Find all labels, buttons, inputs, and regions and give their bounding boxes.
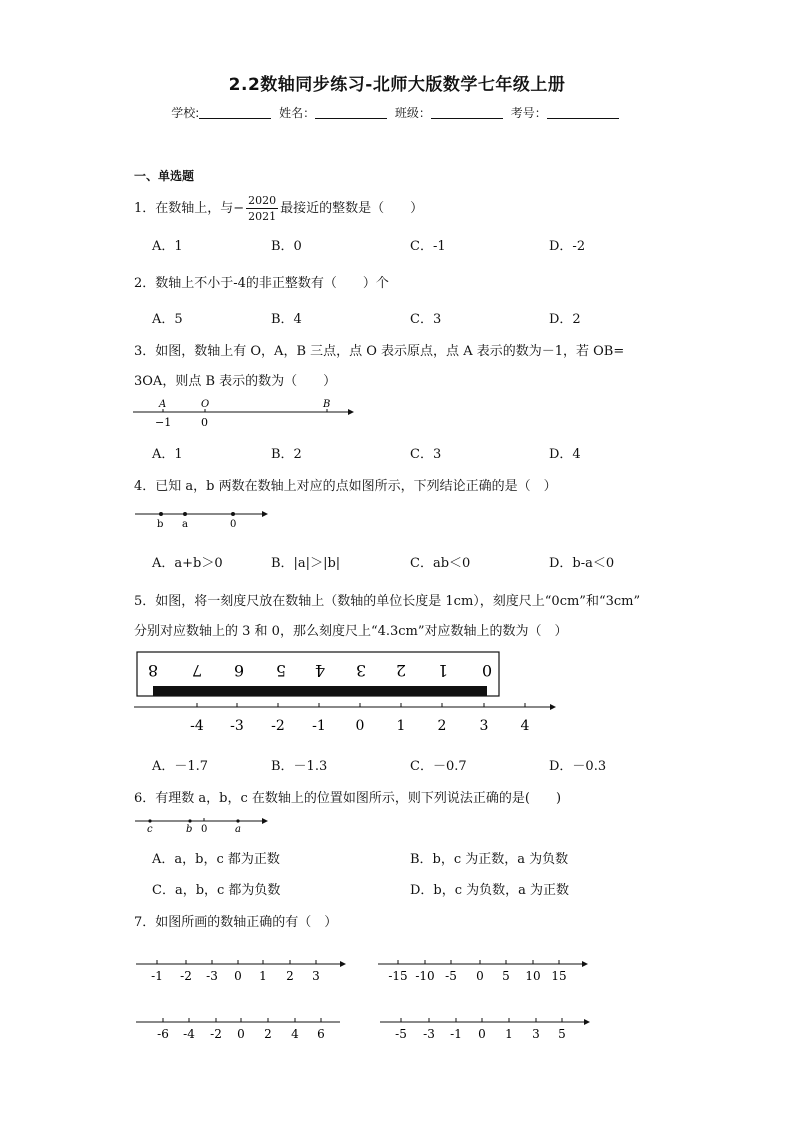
q5-axis-label-3: 3 — [479, 718, 489, 734]
q6-label-0: 0 — [201, 824, 208, 835]
q7-axis3-label: -6 — [157, 1027, 169, 1041]
q6-label-b: b — [186, 824, 193, 835]
q7-axis1-label: -1 — [151, 969, 163, 983]
q7-axis2-label: -10 — [415, 969, 435, 983]
q6-option-c: C．a，b，c 都为负数 — [152, 883, 281, 898]
q5-axis-label-neg3: -3 — [230, 718, 244, 734]
school-blank — [199, 106, 271, 119]
exam-number-blank — [547, 106, 619, 119]
q7-axis1-label: 0 — [234, 969, 242, 983]
q1-fraction — [246, 193, 278, 224]
class-blank — [431, 106, 503, 119]
q6-point-c — [148, 819, 151, 822]
q4-option-b: B．|a|＞|b| — [271, 556, 341, 571]
ruler-digit-4: 4 — [314, 661, 326, 680]
q5-axis-label-4: 4 — [520, 718, 530, 734]
question-5-line-1: 5．如图，将一刻度尺放在数轴上（数轴的单位长度是 1cm），刻度尺上“0cm”和“3cm” — [134, 594, 641, 609]
q4-option-d: D．b-a＜0 — [549, 556, 615, 571]
q5-option-a: A．－1.7 — [152, 759, 209, 774]
q1-option-a: A．1 — [152, 239, 183, 254]
exam-number-label: 考号： — [510, 106, 547, 120]
q6-point-a — [236, 819, 239, 822]
student-info-line — [0, 104, 794, 121]
q5-axis-arrow — [550, 704, 556, 710]
q1-frac-numerator: 2020 — [248, 194, 277, 207]
q1-prefix: 1．在数轴上，与− — [134, 201, 245, 216]
question-7: 7．如图所画的数轴正确的有（ ） — [134, 915, 338, 930]
name-blank — [315, 106, 387, 119]
q3-option-d: D．4 — [549, 447, 581, 462]
question-4: 4．已知 a，b 两数在数轴上对应的点如图所示，下列结论正确的是（ ） — [134, 479, 557, 494]
page-title: 2.2数轴同步练习-北师大版数学七年级上册 — [228, 75, 566, 95]
q5-axis-label-0: 0 — [355, 718, 365, 734]
q7-axis1-label: 2 — [286, 969, 294, 983]
q7-axis3-label: 2 — [264, 1027, 272, 1041]
q7-axis4-label: 5 — [558, 1027, 566, 1041]
q3-num-o: 0 — [201, 416, 208, 429]
q5-axis-label-2: 2 — [437, 718, 447, 734]
question-6: 6．有理数 a，b，c 在数轴上的位置如图所示，则下列说法正确的是( ) — [134, 791, 562, 806]
q2-option-d: D．2 — [549, 312, 581, 327]
q7-axis3-label: 6 — [317, 1027, 325, 1041]
q7-axis4-label: -1 — [450, 1027, 462, 1041]
q1-option-d: D．-2 — [549, 239, 586, 254]
ruler-digit-1: 1 — [437, 661, 449, 680]
q7-axis4-label: 1 — [505, 1027, 513, 1041]
ruler-digit-5: 5 — [275, 661, 287, 680]
q6-option-a: A．a，b，c 都为正数 — [152, 852, 280, 867]
q7-axis2-label: -5 — [445, 969, 457, 983]
q7-axis3-label: -2 — [210, 1027, 222, 1041]
q7-number-line-3 — [132, 1013, 352, 1045]
q4-option-a: A．a+b＞0 — [152, 556, 223, 571]
q7-axis4-label: 0 — [478, 1027, 486, 1041]
q2-option-c: C．3 — [410, 312, 442, 327]
q5-axis-label-neg2: -2 — [271, 718, 285, 734]
question-3-line-1: 3．如图，数轴上有 O，A，B 三点，点 O 表示原点，点 A 表示的数为－1，若 OB= — [134, 344, 625, 359]
q7-axis4-arrow — [584, 1019, 590, 1025]
q5-ruler-figure — [130, 648, 562, 736]
q7-axis1-label: -3 — [206, 969, 218, 983]
q5-axis-label-neg1: -1 — [312, 718, 326, 734]
q1-frac-denominator: 2021 — [248, 210, 277, 223]
q7-axis2-label: 15 — [551, 969, 567, 983]
question-5-line-2: 分别对应数轴上的 3 和 0，那么刻度尺上“4.3cm”对应数轴上的数为（ ） — [134, 624, 568, 639]
section-heading: 一、单选题 — [134, 169, 195, 183]
q7-axis1-label: 1 — [259, 969, 267, 983]
q3-label-b: B — [323, 399, 331, 410]
ruler-digit-2: 2 — [395, 661, 407, 680]
question-3-line-2: 3OA，则点 B 表示的数为（ ） — [134, 374, 337, 389]
q5-axis-label-1: 1 — [396, 718, 406, 734]
q5-option-b: B．－1.3 — [271, 759, 328, 774]
q1-option-c: C．-1 — [410, 239, 446, 254]
q4-point-b — [159, 512, 163, 516]
q2-option-a: A．5 — [152, 312, 183, 327]
q7-axis1-label: 3 — [312, 969, 320, 983]
q3-number-line-figure — [130, 395, 360, 431]
q1-option-b: B．0 — [271, 239, 302, 254]
q7-axis2-label: -15 — [388, 969, 408, 983]
q7-axis2-label: 0 — [476, 969, 484, 983]
q4-number-line-figure — [130, 505, 275, 531]
q7-number-line-2 — [376, 955, 596, 987]
q7-axis4-label: -3 — [423, 1027, 435, 1041]
q7-axis2-label: 5 — [502, 969, 510, 983]
ruler-digit-3: 3 — [355, 661, 367, 680]
class-label: 班级： — [394, 106, 431, 120]
q5-option-d: D．－0.3 — [549, 759, 607, 774]
q7-axis4-label: 3 — [532, 1027, 540, 1041]
q7-number-line-1 — [132, 955, 352, 987]
q1-suffix: 最接近的整数是（ ） — [280, 201, 424, 216]
q5-option-c: C．－0.7 — [410, 759, 467, 774]
q6-number-line-figure — [130, 812, 275, 836]
q3-option-c: C．3 — [410, 447, 442, 462]
q3-label-o: O — [201, 399, 210, 410]
q4-label-0: 0 — [230, 519, 237, 530]
q4-label-a: a — [182, 519, 188, 530]
q6-option-b: B．b，c 为正数，a 为负数 — [410, 852, 569, 867]
q7-axis3-label: 4 — [291, 1027, 299, 1041]
q7-number-line-4 — [376, 1013, 596, 1045]
q7-axis1-label: -2 — [180, 969, 192, 983]
q7-axis1-arrow — [340, 961, 346, 967]
q7-axis3-label: 0 — [237, 1027, 245, 1041]
q6-option-d: D．b，c 为负数，a 为正数 — [410, 883, 570, 898]
q4-point-0 — [231, 512, 235, 516]
q6-label-c: c — [147, 824, 153, 835]
name-label: 姓名： — [279, 106, 316, 120]
q4-axis-arrow — [262, 511, 268, 517]
q3-axis-arrow — [348, 409, 354, 415]
q7-axis4-label: -5 — [395, 1027, 407, 1041]
q5-axis-label-neg4: -4 — [190, 718, 204, 734]
question-1 — [134, 193, 423, 224]
ruler-digit-0: 0 — [481, 661, 493, 680]
q3-label-a: A — [159, 399, 167, 410]
q3-option-b: B．2 — [271, 447, 302, 462]
q2-option-b: B．4 — [271, 312, 302, 327]
q5-ruler-bar — [153, 686, 487, 696]
ruler-digit-6: 6 — [233, 661, 245, 680]
q3-num-a: −1 — [155, 416, 172, 429]
q6-axis-arrow — [262, 818, 268, 824]
q7-axis2-arrow — [582, 961, 588, 967]
q7-axis3-label: -4 — [183, 1027, 195, 1041]
q6-label-a: a — [235, 824, 241, 835]
ruler-digit-7: 7 — [191, 661, 203, 680]
question-2: 2．数轴上不小于-4的非正整数有（ ）个 — [134, 276, 389, 291]
ruler-digit-8: 8 — [147, 661, 159, 680]
q7-axis2-label: 10 — [525, 969, 541, 983]
school-label: 学校: — [171, 106, 200, 120]
q4-label-b: b — [157, 519, 164, 530]
q4-option-c: C．ab＜0 — [410, 556, 471, 571]
q3-option-a: A．1 — [152, 447, 183, 462]
q6-point-b — [188, 819, 191, 822]
q4-point-a — [183, 512, 187, 516]
